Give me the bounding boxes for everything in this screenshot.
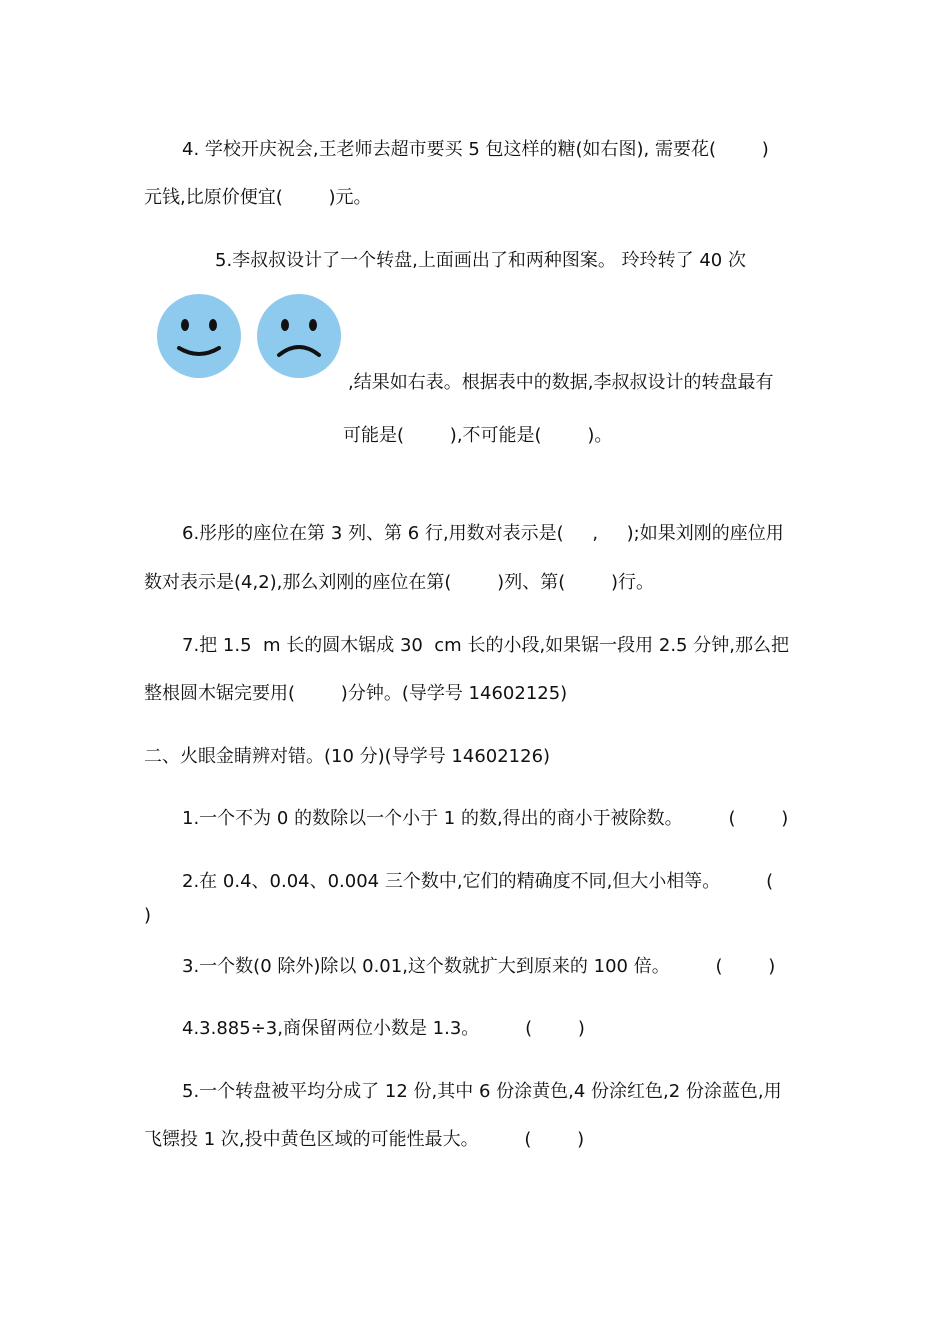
- q7-line2: 整根圆木锯完要用( )分钟。(导学号 14602125): [144, 683, 568, 704]
- q4-line1: 4. 学校开庆祝会,王老师去超市要买 5 包这样的糖(如右图), 需要花( ): [182, 139, 769, 160]
- q6-line2: 数对表示是(4,2),那么刘刚的座位在第( )列、第( )行。: [144, 572, 655, 593]
- tf-item-3: 3.一个数(0 除外)除以 0.01,这个数就扩大到原来的 100 倍。 ( ): [182, 956, 776, 977]
- tf-item-5-cont: 飞镖投 1 次,投中黄色区域的可能性最大。 ( ): [144, 1129, 585, 1150]
- tf-item-2-cont: ): [144, 905, 152, 926]
- smiley-face-icon: [155, 293, 245, 379]
- frowny-face-icon: [255, 293, 345, 379]
- tf-item-2: 2.在 0.4、0.04、0.004 三个数中,它们的精确度不同,但大小相等。 (: [182, 871, 774, 892]
- tf-item-4: 4.3.885÷3,商保留两位小数是 1.3。 ( ): [182, 1018, 585, 1039]
- q5-line1: 5.李叔叔设计了一个转盘,上面画出了和两种图案。 玲玲转了 40 次: [215, 250, 746, 271]
- q5-line2: ,结果如右表。根据表中的数据,李叔叔设计的转盘最有: [348, 372, 774, 393]
- q4-line2: 元钱,比原价便宜( )元。: [144, 187, 372, 208]
- tf-item-1: 1.一个不为 0 的数除以一个小于 1 的数,得出的商小于被除数。 ( ): [182, 808, 789, 829]
- q6-line1: 6.彤彤的座位在第 3 列、第 6 行,用数对表示是( , );如果刘刚的座位用: [182, 523, 784, 544]
- tf-item-5: 5.一个转盘被平均分成了 12 份,其中 6 份涂黄色,4 份涂红色,2 份涂蓝色,用: [182, 1081, 782, 1102]
- q5-line3: 可能是( ),不可能是( )。: [343, 425, 613, 446]
- section2-heading: 二、火眼金睛辨对错。(10 分)(导学号 14602126): [144, 746, 551, 767]
- q7-line1: 7.把 1.5 m 长的圆木锯成 30 cm 长的小段,如果锯一段用 2.5 分钟,那么把: [182, 635, 789, 656]
